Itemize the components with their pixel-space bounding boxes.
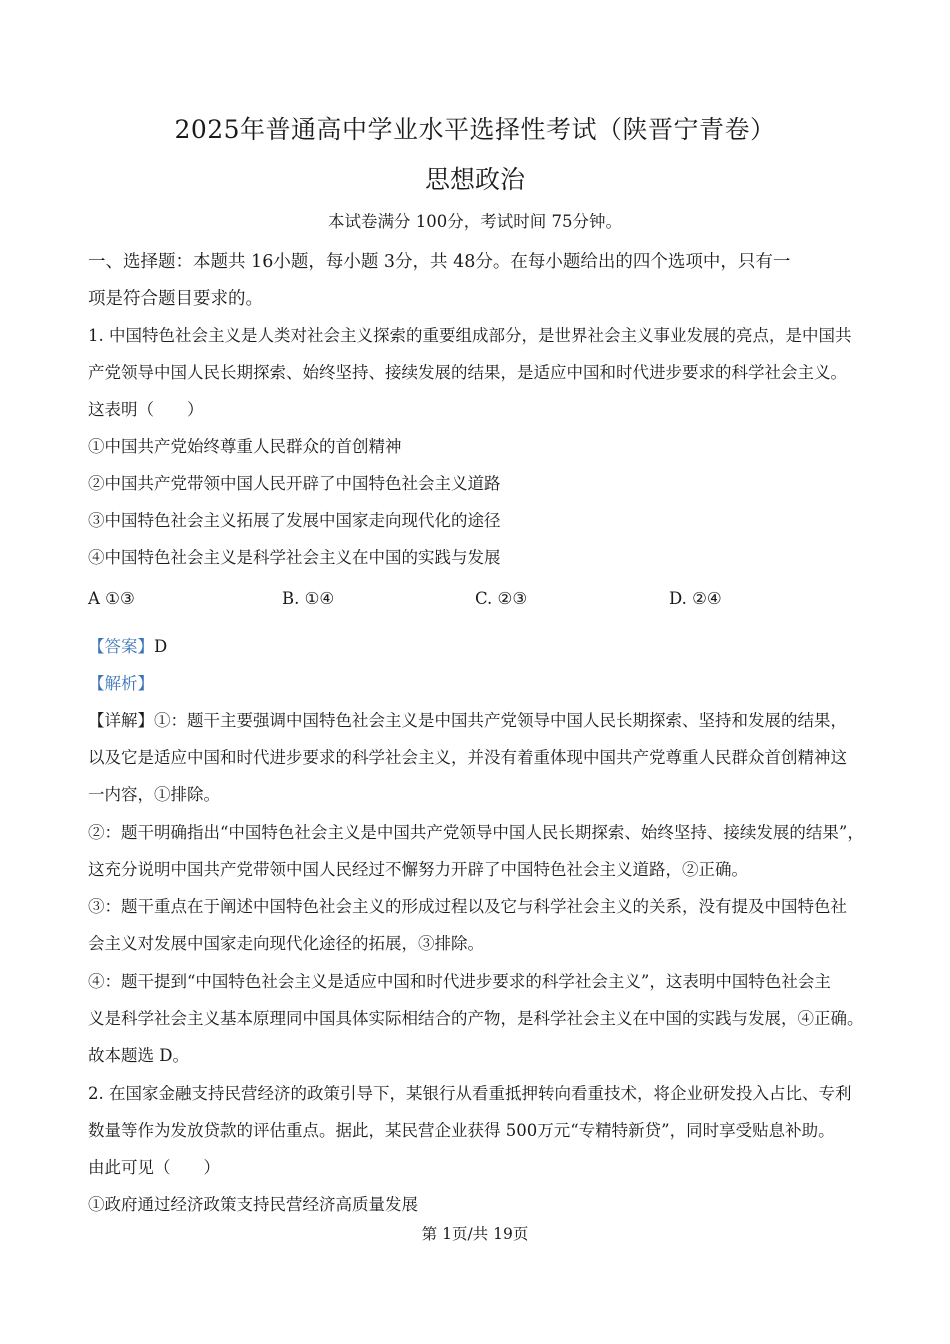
answer-label: 【答案】: [88, 637, 154, 656]
question-1-statement: ④中国特色社会主义是科学社会主义在中国的实践与发展: [88, 548, 501, 567]
detail-line: 这充分说明中国共产党带领中国人民经过不懈努力开辟了中国特色社会主义道路，②正确。: [88, 860, 748, 879]
question-2-statement: ①政府通过经济政策支持民营经济高质量发展: [88, 1195, 418, 1214]
detail-line: 一内容，①排除。: [88, 785, 220, 804]
detail-text: ①：题干主要强调中国特色社会主义是中国共产党领导中国人民长期探索、坚持和发展的结果，: [154, 711, 847, 730]
exam-subject: 思想政治: [424, 165, 525, 194]
detail-line: ②：题干明确指出“中国特色社会主义是中国共产党领导中国人民长期探索、始终坚持、接续发展的结果”，: [88, 823, 864, 842]
option-b: B. ①④: [282, 589, 335, 608]
question-1-stem-line: 1. 中国特色社会主义是人类对社会主义探索的重要组成部分，是世界社会主义事业发展的亮点，是中国共: [88, 326, 852, 345]
detail-line: ④：题干提到“中国特色社会主义是适应中国和时代进步要求的科学社会主义”，这表明中国特色社会主: [88, 972, 831, 991]
section-heading-line: 项是符合题目要求的。: [88, 289, 263, 309]
analysis-line: [88, 670, 154, 698]
answer-line: [88, 633, 167, 661]
question-2-stem-line: 2. 在国家金融支持民营经济的政策引导下，某银行从看重抵押转向看重技术，将企业研发投入占比、专利: [88, 1084, 852, 1103]
exam-title: 2025年普通高中学业水平选择性考试（陕晋宁青卷）: [174, 115, 776, 144]
question-1-statement: ①中国共产党始终尊重人民群众的首创精神: [88, 437, 402, 456]
exam-note: 本试卷满分 100分，考试时间 75分钟。: [328, 212, 622, 231]
question-2-stem-line: 由此可见（ ）: [88, 1158, 220, 1177]
question-2-stem-line: 数量等作为发放贷款的评估重点。据此，某民营企业获得 500万元“专精特新贷”，同时享受贴息补助。: [88, 1121, 835, 1140]
detail-line: [88, 707, 847, 735]
detail-label: 【详解】: [88, 711, 154, 730]
detail-line: 义是科学社会主义基本原理同中国具体实际相结合的产物，是科学社会主义在中国的实践与发展，④正确。: [88, 1009, 864, 1028]
question-1-statement: ②中国共产党带领中国人民开辟了中国特色社会主义道路: [88, 474, 501, 493]
detail-line: ③：题干重点在于阐述中国特色社会主义的形成过程以及它与科学社会主义的关系，没有提及中国特色社: [88, 897, 847, 916]
question-1-stem-line: 产党领导中国人民长期探索、始终坚持、接续发展的结果，是适应中国和时代进步要求的科学社会主义。: [88, 363, 847, 382]
answer-value: D: [154, 637, 168, 656]
question-1-options: [88, 585, 888, 613]
section-heading-line: 一、选择题：本题共 16小题，每小题 3分，共 48分。在每小题给出的四个选项中，只有一: [88, 252, 791, 272]
question-1-statement: ③中国特色社会主义拓展了发展中国家走向现代化的途径: [88, 511, 501, 530]
detail-line: 故本题选 D。: [88, 1046, 189, 1065]
option-d: D. ②④: [669, 589, 722, 608]
page-indicator: 第 1页/共 19页: [421, 1225, 529, 1243]
option-a: A ①③: [88, 589, 135, 608]
detail-line: 以及它是适应中国和时代进步要求的科学社会主义，并没有着重体现中国共产党尊重人民群众首创精神这: [88, 748, 847, 767]
detail-line: 会主义对发展中国家走向现代化途径的拓展，③排除。: [88, 934, 484, 953]
option-c: C. ②③: [475, 589, 528, 608]
question-1-stem-line: 这表明（ ）: [88, 400, 204, 419]
analysis-label: 【解析】: [88, 674, 154, 693]
